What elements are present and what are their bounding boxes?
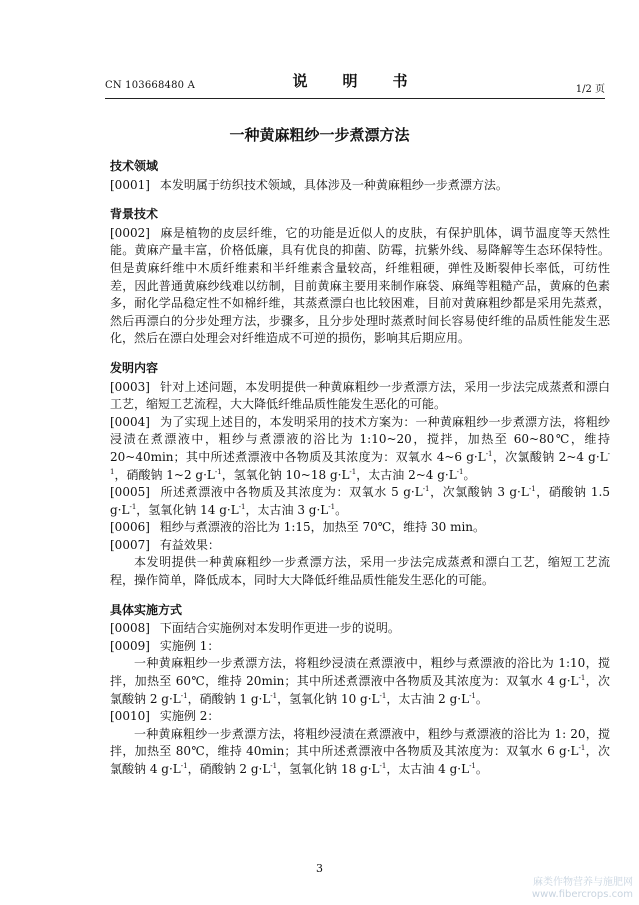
paragraph-text: ，太古油 4 g·L bbox=[386, 762, 470, 776]
paragraph-0007 bbox=[110, 537, 610, 555]
publication-number: CN 103668480 A bbox=[105, 80, 196, 91]
paragraph-number: [0009] bbox=[110, 638, 150, 653]
paragraph-0001 bbox=[110, 177, 610, 195]
paragraph-number: [0004] bbox=[110, 414, 150, 429]
paragraph-text: 有益效果： bbox=[159, 537, 220, 552]
exponent: -1 bbox=[528, 485, 536, 494]
watermark bbox=[513, 877, 633, 901]
watermark-line: 麻类作物营养与施肥网 bbox=[533, 877, 633, 888]
exponent: -1 bbox=[578, 744, 586, 753]
paragraph-text: ，太古油 2~4 g·L bbox=[356, 467, 457, 482]
page-number: 3 bbox=[316, 862, 323, 875]
exponent: -1 bbox=[238, 502, 246, 511]
paragraph-number: [0008] bbox=[110, 621, 150, 636]
paragraph-text: ，太古油 3 g·L bbox=[245, 502, 329, 517]
exponent: -1 bbox=[456, 467, 464, 476]
exponent: -1 bbox=[110, 449, 610, 476]
section-heading-background: 背景技术 bbox=[110, 207, 159, 222]
page-header bbox=[105, 70, 605, 98]
exponent: -1 bbox=[469, 762, 476, 770]
paragraph-0005 bbox=[110, 484, 610, 519]
paragraph-number: [0005] bbox=[110, 485, 150, 500]
paragraph-text: ，氢氧化钠 10~18 g·L bbox=[221, 467, 350, 482]
paragraph-text: ，硝酸钠 1.5 g·L bbox=[110, 485, 611, 517]
paragraph-text: 实施例 2： bbox=[159, 709, 220, 724]
paragraph-number: [0010] bbox=[110, 709, 150, 724]
paragraph-text: 。 bbox=[475, 691, 488, 706]
document-title: 一种黄麻粗纱一步煮漂方法 bbox=[229, 126, 410, 144]
beneficial-effect-text: 本发明提供一种黄麻粗纱一步煮漂方法，采用一步法完成蒸煮和漂白工艺，缩短工艺流程，操作简单，降低成本，同时大大降低纤维品质性能发生恶化的可能。 bbox=[110, 555, 610, 588]
section-heading-tech-field: 技术领域 bbox=[110, 159, 159, 173]
exponent: -1 bbox=[270, 691, 278, 700]
exponent: -1 bbox=[578, 674, 586, 683]
paragraph-text: 本发明属于纺织技术领域，具体涉及一种黄麻粗纱一步煮漂方法。 bbox=[159, 177, 508, 192]
example-2-text bbox=[110, 726, 610, 779]
paragraph-text: ，硝酸钠 1~2 g·L bbox=[114, 467, 215, 482]
paragraph-0008 bbox=[110, 620, 610, 638]
paragraph-0004 bbox=[110, 414, 610, 484]
paragraph-text: ，太古油 2 g·L bbox=[386, 691, 470, 706]
exponent: -1 bbox=[328, 502, 336, 511]
paragraph-text: 。 bbox=[475, 762, 488, 776]
exponent: -1 bbox=[349, 467, 357, 476]
paragraph-0002 bbox=[110, 225, 610, 348]
paragraph-text: 针对上述问题，本发明提供一种黄麻粗纱一步煮漂方法，采用一步法完成蒸煮和漂白工艺，缩短工艺流程，大大降低纤维品质性能发生恶化的可能。 bbox=[110, 379, 610, 412]
paragraph-text: 。 bbox=[335, 502, 348, 517]
paragraph-number: [0003] bbox=[110, 379, 150, 394]
paragraph-text: 所述煮漂液中各物质及其浓度为：双氧水 5 g·L bbox=[159, 485, 423, 500]
document-body bbox=[110, 158, 610, 779]
watermark-line: www.fibercrops.com bbox=[531, 889, 633, 900]
paragraph-number: [0002] bbox=[110, 225, 150, 240]
exponent: -1 bbox=[129, 502, 137, 511]
paragraph-0006 bbox=[110, 519, 610, 537]
paragraph-text: ，硝酸钠 1 g·L bbox=[187, 691, 271, 706]
paragraph-text: 一种黄麻粗纱一步煮漂方法，将粗纱浸渍在煮漂液中，粗纱与煮漂液的浴比为 1: 20，搅拌，加热至 80℃，维持 40min；其中所述煮漂液中各物质及其浓度为：双氧水 6 g·L bbox=[110, 726, 610, 759]
paragraph-text: 。 bbox=[463, 467, 476, 482]
paragraph-text: ，次氯酸钠 2~4 g·L bbox=[492, 449, 608, 464]
paragraph-text: ，次氯酸钠 2 g·L bbox=[110, 674, 610, 706]
exponent: -1 bbox=[270, 762, 278, 770]
paragraph-text: 下面结合实施例对本发明作更进一步的说明。 bbox=[159, 621, 400, 636]
paragraph-text: 麻是植物的皮层纤维，它的功能是近似人的皮肤，有保护肌体，调节温度等天然性能。黄麻产量丰富，价格低廉，具有优良的抑菌、防霉，抗紫外线、易降解等生态环保特性。但是黄麻纤维中木质纤维素和半纤维素含量较高，纤维粗硬，弹性及断裂伸长率低，可纺性差，因此普通黄麻纱线难以纺制，目前黄麻主要用来制作麻袋、麻绳等粗糙产品，黄麻的色素多，耐化学品稳定性不如棉纤维，其蒸煮漂白也比较困难，目前对黄麻粗纱都是采用先蒸煮，然后再漂白的分步处理方法，步骤多，且分步处理时蒸煮时间长容易使纤维的品质性能发生恶化，然后在漂白处理会对纤维造成不可逆的损伤，影响其后期应用。 bbox=[110, 225, 610, 346]
paragraph-0009 bbox=[110, 638, 610, 656]
exponent: -1 bbox=[485, 449, 493, 458]
paragraph-text: 一种黄麻粗纱一步煮漂方法，将粗纱浸渍在煮漂液中，粗纱与煮漂液的浴比为 1:10，搅拌，加热至 60℃，维持 20min；其中所述煮漂液中各物质及其浓度为：双氧水 4 g·L bbox=[110, 656, 610, 689]
section-heading-invention: 发明内容 bbox=[110, 360, 159, 375]
paragraph-text: ，氢氧化钠 18 g·L bbox=[277, 762, 380, 776]
header-page-indicator: 1/2 页 bbox=[575, 84, 605, 95]
paragraph-0010 bbox=[110, 708, 610, 726]
example-1-text bbox=[110, 655, 610, 708]
paragraph-text: ，硝酸钠 2 g·L bbox=[187, 762, 271, 776]
header-rule bbox=[105, 98, 605, 99]
paragraph-text: 实施例 1： bbox=[159, 638, 220, 653]
paragraph-number: [0007] bbox=[110, 537, 150, 552]
paragraph-text: ，次氯酸钠 4 g·L bbox=[110, 744, 610, 776]
paragraph-text: ，次氯酸钠 3 g·L bbox=[429, 485, 529, 500]
exponent: -1 bbox=[180, 691, 188, 700]
paragraph-number: [0006] bbox=[110, 520, 150, 535]
paragraph-text: ，氢氧化钠 14 g·L bbox=[136, 502, 239, 517]
paragraph-0003 bbox=[110, 379, 610, 414]
header-title: 说 明 书 bbox=[292, 72, 418, 90]
exponent: -1 bbox=[469, 691, 476, 700]
exponent: -1 bbox=[379, 762, 387, 770]
section-heading-embodiment: 具体实施方式 bbox=[110, 602, 183, 617]
exponent: -1 bbox=[422, 485, 430, 494]
exponent: -1 bbox=[180, 762, 188, 770]
exponent: -1 bbox=[379, 691, 387, 700]
paragraph-number: [0001] bbox=[110, 177, 150, 192]
paragraph-text: 粗纱与煮漂液的浴比为 1:15，加热至 70℃，维持 30 min。 bbox=[159, 520, 486, 535]
paragraph-text: ，氢氧化钠 10 g·L bbox=[277, 691, 380, 706]
paragraph-text: 为了实现上述目的，本发明采用的技术方案为：一种黄麻粗纱一步煮漂方法，将粗纱浸渍在煮漂液中，粗纱与煮漂液的浴比为 1:10~20，搅拌，加热至 60~80℃，维持 20~40min；其中所述煮漂液中各物质及其浓度为：双氧水 4~6 g·L bbox=[110, 414, 610, 464]
exponent: -1 bbox=[214, 467, 222, 476]
